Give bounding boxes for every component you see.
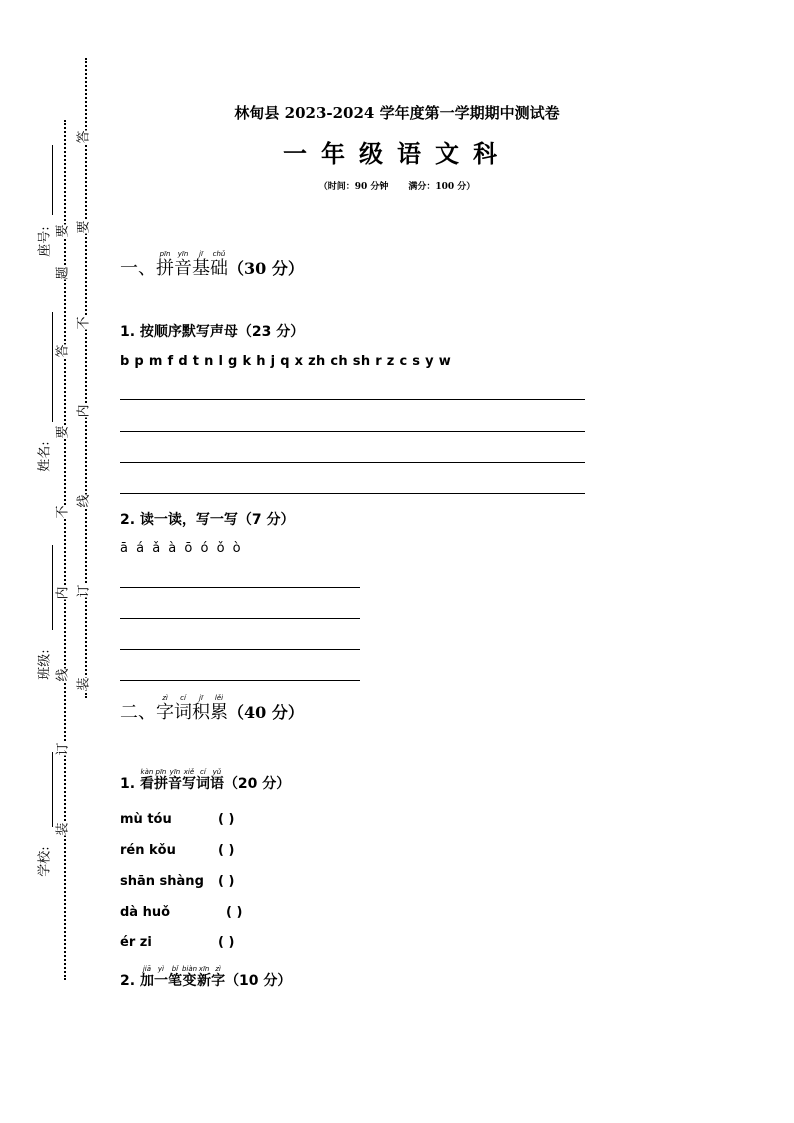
pinyin-row bbox=[120, 905, 320, 920]
pinyin-text: rén kǒu bbox=[120, 843, 176, 858]
ruby-char: 积jī bbox=[192, 694, 210, 723]
question-2-2-label bbox=[120, 965, 291, 990]
exam-note bbox=[0, 179, 794, 192]
question-number: 1. bbox=[120, 776, 136, 792]
time-note: （时间：90 分钟 bbox=[318, 182, 389, 192]
side-word: 不 bbox=[55, 505, 71, 519]
name-label: 姓名: bbox=[37, 441, 53, 472]
side-word: 要 bbox=[55, 425, 71, 439]
side-word: 题 bbox=[55, 266, 71, 280]
exam-title: 林甸县 2023-2024 学年度第一学期期中测试卷 bbox=[234, 104, 560, 122]
answer-blank[interactable]: ( ) bbox=[218, 935, 235, 950]
side-word: 内 bbox=[76, 404, 92, 418]
writing-line[interactable] bbox=[120, 399, 585, 400]
section-number: 二、 bbox=[120, 702, 156, 723]
section-score: （30 分） bbox=[228, 259, 304, 278]
name-blank-line bbox=[52, 312, 53, 422]
pinyin-row bbox=[120, 843, 320, 858]
writing-line[interactable] bbox=[120, 587, 360, 588]
answer-blank[interactable]: ( ) bbox=[218, 812, 235, 827]
answer-blank[interactable]: ( ) bbox=[226, 905, 243, 920]
pinyin-text: dà huǒ bbox=[120, 905, 171, 920]
pinyin-row bbox=[120, 812, 320, 827]
section-score: （40 分） bbox=[228, 703, 304, 722]
side-word: 内 bbox=[55, 586, 71, 600]
ruby-char: 基jī bbox=[192, 250, 210, 279]
side-word: 要 bbox=[76, 220, 92, 234]
writing-line[interactable] bbox=[120, 649, 360, 650]
question-score: （20 分） bbox=[223, 776, 291, 792]
question-1-2-label: 2. 读一读，写一写（7 分） bbox=[120, 512, 295, 528]
pinyin-text: ér zi bbox=[120, 935, 152, 950]
side-word: 答 bbox=[55, 344, 71, 358]
side-word: 要 bbox=[55, 224, 71, 238]
writing-line[interactable] bbox=[120, 618, 360, 619]
ruby-char: 字zì bbox=[156, 694, 174, 723]
question-1-1-label: 1. 按顺序默写声母（23 分） bbox=[120, 324, 305, 340]
class-label: 班级: bbox=[37, 649, 53, 680]
initials-list: b p m f d t n l g k h j q x zh ch sh r z c s y w bbox=[120, 354, 452, 369]
writing-line[interactable] bbox=[120, 431, 585, 432]
writing-line[interactable] bbox=[120, 680, 360, 681]
pinyin-text: mù tóu bbox=[120, 812, 172, 827]
section-1-heading bbox=[120, 250, 304, 280]
ruby-char: 词cí bbox=[174, 694, 192, 723]
score-note: 满分：100 分） bbox=[408, 182, 476, 192]
answer-blank[interactable]: ( ) bbox=[218, 874, 235, 889]
writing-line[interactable] bbox=[120, 493, 585, 494]
side-word: 不 bbox=[76, 316, 92, 330]
ruby-char: 累lěi bbox=[210, 694, 228, 723]
tone-list: ā á ǎ à ō ó ǒ ò bbox=[120, 541, 243, 556]
pinyin-row bbox=[120, 874, 320, 889]
side-word: 线 bbox=[55, 668, 71, 682]
question-score: （10 分） bbox=[225, 973, 292, 989]
pinyin-text: shān shàng bbox=[120, 874, 204, 889]
class-blank-line bbox=[52, 545, 53, 630]
ruby-char: 音yīn bbox=[174, 250, 192, 279]
side-word: 答 bbox=[76, 130, 92, 144]
question-text: 看kàn拼pīn音yīn写xiě词cí语yǔ bbox=[139, 768, 224, 792]
answer-blank[interactable]: ( ) bbox=[218, 843, 235, 858]
side-word: 装 bbox=[55, 822, 71, 836]
ruby-char: 础chǔ bbox=[210, 250, 228, 279]
question-2-1-label bbox=[120, 768, 290, 793]
exam-subtitle: 一年级语文科 bbox=[283, 139, 511, 168]
school-blank-line bbox=[52, 752, 53, 827]
side-word: 订 bbox=[76, 584, 92, 598]
side-word: 订 bbox=[55, 742, 71, 756]
side-word: 线 bbox=[76, 494, 92, 508]
ruby-char: 拼pīn bbox=[156, 250, 174, 279]
section-number: 一、 bbox=[120, 258, 156, 279]
seat-label: 座号: bbox=[37, 226, 53, 257]
section-2-heading bbox=[120, 694, 304, 724]
inner-dotted-line bbox=[64, 120, 66, 980]
writing-line[interactable] bbox=[120, 462, 585, 463]
pinyin-row bbox=[120, 935, 320, 950]
school-label: 学校: bbox=[37, 846, 53, 877]
question-number: 2. bbox=[120, 973, 136, 989]
side-word: 装 bbox=[76, 677, 92, 691]
question-text: 加jiā一yì笔bǐ变biàn新xīn字zì bbox=[139, 965, 226, 989]
